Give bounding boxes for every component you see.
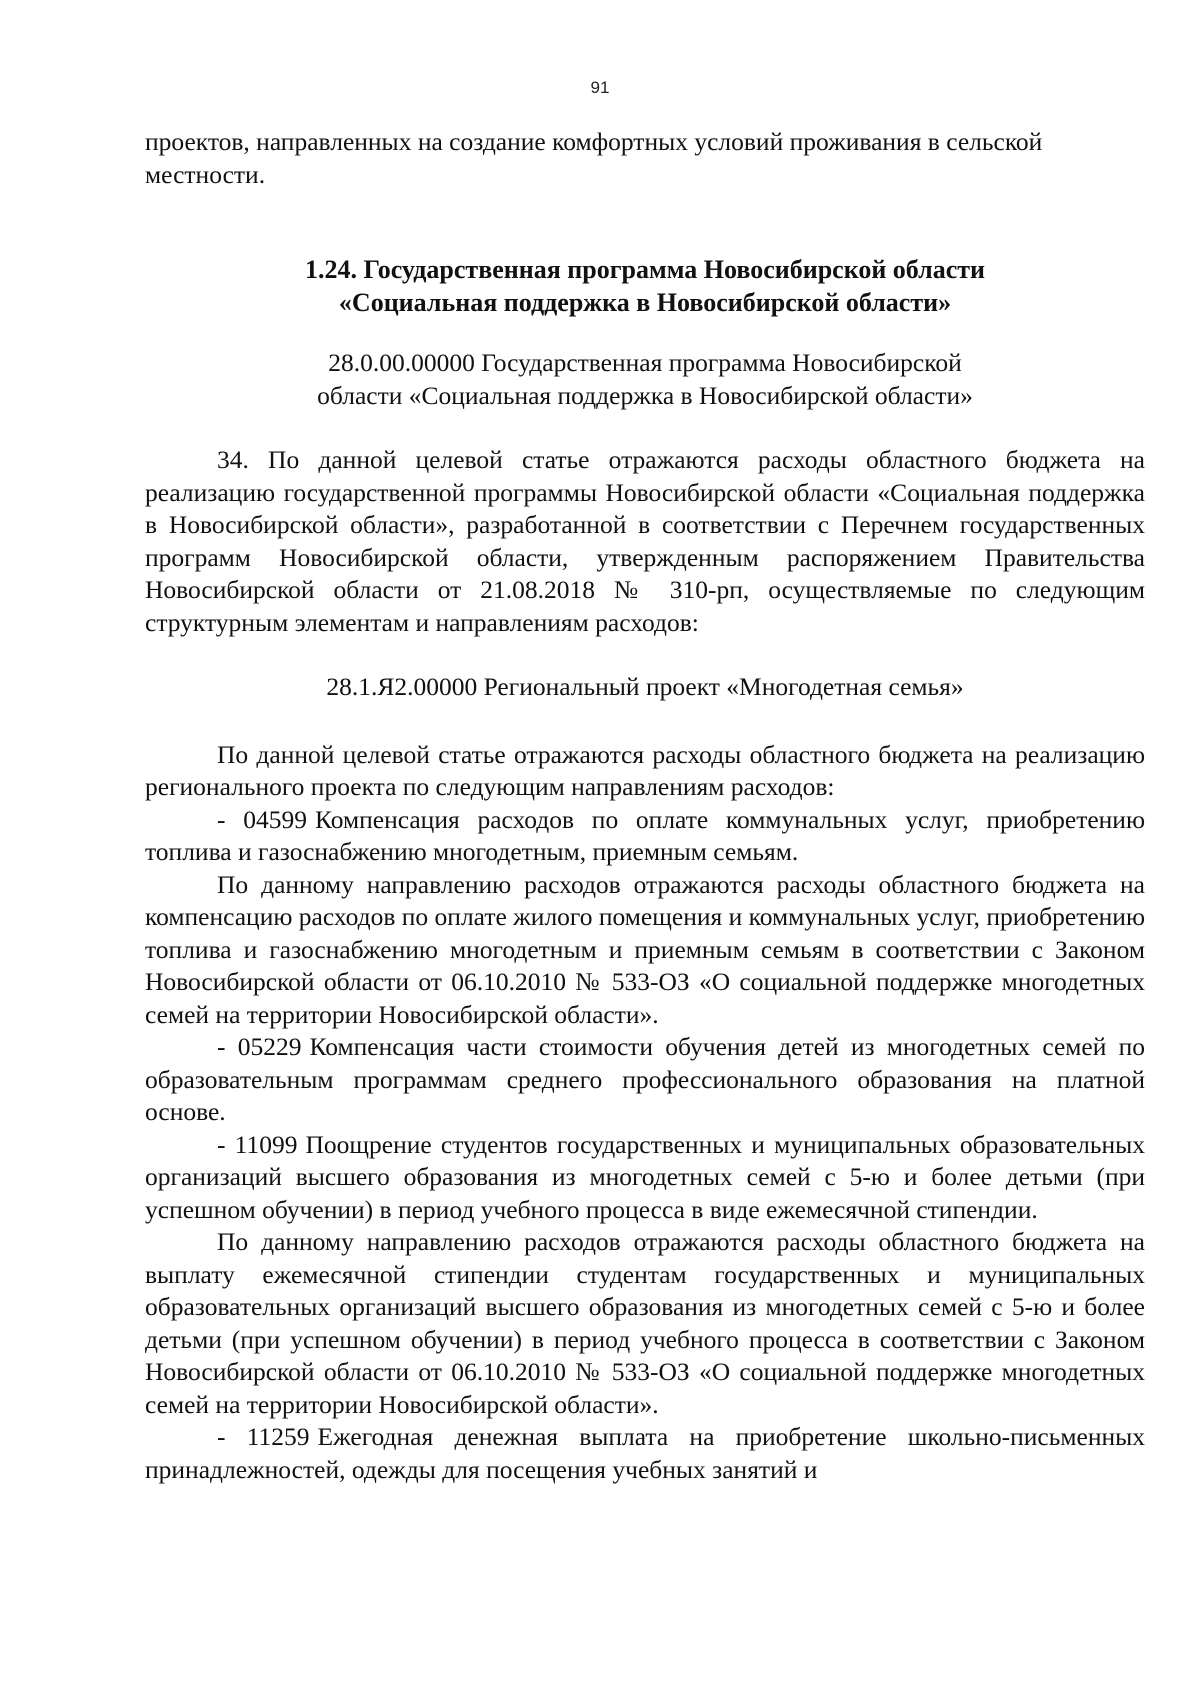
document-body: [145, 126, 1145, 1486]
page-number: 91: [590, 78, 610, 97]
expense-item-11099: [145, 1129, 1145, 1227]
project-intro-paragraph: По данной целевой статье отражаются расходы областного бюджета на реализацию регионального проекта по следующим направлениям расходов:: [145, 739, 1145, 801]
expense-code-11099: - 11099: [217, 1129, 298, 1159]
expense-text-11099: Поощрение студентов государственных и муниципальных образовательных организаций высшего образования из многодетных семей с 5-ю и более детьми (при успешном обучении) в период учебного процесса в виде ежемесячной стипендии.: [145, 1129, 1145, 1224]
section-heading: [145, 253, 1145, 319]
expense-code-04599: - 04599: [217, 804, 307, 834]
expense-item-11259: [145, 1421, 1145, 1486]
expense-text-05229: Компенсация части стоимости обучения детей из многодетных семей по образовательным программам среднего профессионального образования на платной основе.: [145, 1032, 1145, 1126]
section-heading-line-1: 1.24. Государственная программа Новосибирской области: [304, 255, 986, 284]
expense-description-04599: По данному направлению расходов отражаются расходы областного бюджета на компенсацию расходов по оплате жилого помещения и коммунальных услуг, приобретению топлива и газоснабжению многодетным и приемным семьям в соответствии с Законом Новосибирской области от 06.10.2010 № 533-ОЗ «О социальной поддержке многодетных семей на территории Новосибирской области».: [145, 869, 1145, 1029]
intro-paragraph: [145, 126, 1145, 191]
expense-item-04599: [145, 804, 1145, 869]
expense-item-05229: [145, 1031, 1145, 1129]
expense-code-11259: - 11259: [217, 1422, 310, 1451]
intro-line-2: местности.: [145, 159, 266, 189]
program-code-title: [145, 347, 1145, 412]
program-code-line-1: 28.0.00.00000 Государственная программа Новосибирской: [328, 348, 962, 377]
section-heading-line-2: «Социальная поддержка в Новосибирской области»: [338, 288, 952, 317]
expense-text-11259: Ежегодная денежная выплата на приобретение школьно-письменных принадлежностей, одежды для посещения учебных занятий и: [145, 1422, 1146, 1484]
expense-description-11099: По данному направлению расходов отражаются расходы областного бюджета на выплату ежемесячной стипендии студентам государственных и муниципальных образовательных организаций высшего образования из многодетных семей с 5-ю и более детьми (при успешном обучении) в период учебного процесса в соответствии с Законом Новосибирской области от 06.10.2010 № 533-ОЗ «О социальной поддержке многодетных семей на территории Новосибирской области».: [145, 1227, 1145, 1419]
paragraph-34: 34. По данной целевой статье отражаются расходы областного бюджета на реализацию государственной программы Новосибирской области «Социальная поддержка в Новосибирской области», разработанной в соответствии с Перечнем государственных программ Новосибирской области, утвержденным распоряжением Правительства Новосибирской области от 21.08.2018 № 310-рп, осуществляемые по следующим структурным элементам и направлениям расходов:: [145, 445, 1145, 637]
intro-line-1: проектов, направленных на создание комфортных условий проживания в сельской: [145, 127, 1043, 156]
project-title: 28.1.Я2.00000 Региональный проект «Многодетная семья»: [326, 672, 964, 701]
expense-code-05229: - 05229: [217, 1032, 302, 1061]
program-code-line-2: области «Социальная поддержка в Новосибирской области»: [317, 380, 973, 410]
expense-text-04599: Компенсация расходов по оплате коммунальных услуг, приобретению топлива и газоснабжению многодетным, приемным семьям.: [145, 804, 1145, 866]
